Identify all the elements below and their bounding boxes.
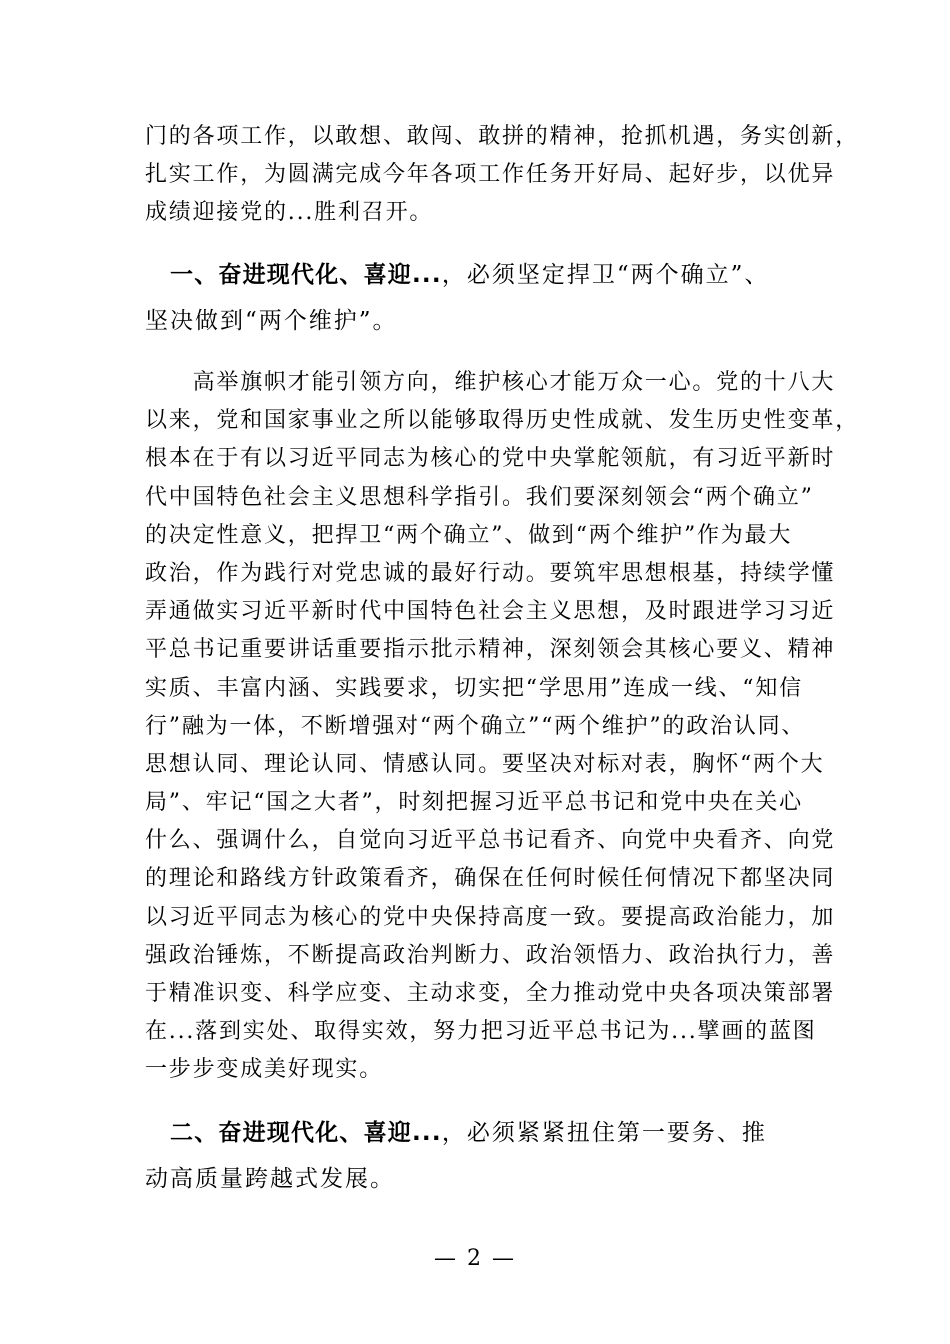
text-line: 以来，党和国家事业之所以能够取得历史性成就、发生历史性变革， bbox=[145, 408, 860, 434]
text-line: 的理论和路线方针政策看齐，确保在任何时候任何情况下都坚决同 bbox=[145, 866, 836, 892]
intro-paragraph bbox=[145, 118, 860, 232]
text-line: 以习近平同志为核心的党中央保持高度一致。要提高政治能力，加 bbox=[145, 904, 836, 930]
page-number: — 2 — bbox=[434, 1246, 516, 1271]
text-line: 弄通做实习近平新时代中国特色社会主义思想，及时跟进学习习近 bbox=[145, 599, 836, 625]
heading-line bbox=[145, 1110, 825, 1156]
text-line: 平总书记重要讲话重要指示批示精神，深刻领会其核心要义、精神 bbox=[145, 637, 836, 663]
heading-line bbox=[145, 252, 825, 298]
text-line: 强政治锤炼，不断提高政治判断力、政治领悟力、政治执行力，善 bbox=[145, 942, 836, 968]
text-line: 代中国特色社会主义思想科学指引。我们要深刻领会“两个确立” bbox=[145, 484, 814, 510]
heading-rest-text: ，必须紧紧扭住第一要务、推 bbox=[441, 1119, 767, 1146]
section-1-heading bbox=[145, 252, 825, 344]
text-line: 扎实工作，为圆满完成今年各项工作任务开好局、起好步，以优异 bbox=[145, 162, 836, 187]
heading-line: 动高质量跨越式发展。 bbox=[145, 1165, 395, 1192]
text-line: 思想认同、理论认同、情感认同。要坚决对标对表，胸怀“两个大 bbox=[145, 751, 825, 777]
heading-rest-text: ，必须坚定捍卫“两个确立”、 bbox=[441, 262, 770, 288]
text-line: 政治，作为践行对党忠诚的最好行动。要筑牢思想根基，持续学懂 bbox=[145, 560, 836, 586]
text-line: 高举旗帜才能引领方向，维护核心才能万众一心。党的十八大 bbox=[145, 370, 836, 395]
section-1-body bbox=[145, 364, 860, 1090]
text-line: 根本在于有以习近平同志为核心的党中央掌舵领航，有习近平新时 bbox=[145, 446, 836, 472]
text-line: 局”、牢记“国之大者”，时刻把握习近平总书记和党中央在关心 bbox=[145, 790, 803, 816]
heading-line: 坚决做到“两个维护”。 bbox=[145, 308, 398, 334]
heading-bold-text: 一、奋进现代化、喜迎... bbox=[170, 262, 442, 288]
text-line: 于精准识变、科学应变、主动求变，全力推动党中央各项决策部署 bbox=[145, 981, 836, 1006]
text-line: 成绩迎接党的...胜利召开。 bbox=[145, 200, 434, 225]
section-2-heading bbox=[145, 1110, 825, 1202]
text-line: 行”融为一体，不断增强对“两个确立”“两个维护”的政治认同、 bbox=[145, 713, 806, 739]
document-page bbox=[145, 118, 860, 1222]
text-line: 的决定性意义，把捍卫“两个确立”、做到“两个维护”作为最大 bbox=[145, 522, 793, 548]
text-line: 什么、强调什么，自觉向习近平总书记看齐、向党中央看齐、向党 bbox=[145, 828, 836, 854]
text-line: 一步步变成美好现实。 bbox=[145, 1057, 384, 1083]
heading-bold-text: 二、奋进现代化、喜迎... bbox=[170, 1119, 442, 1146]
text-line: 实质、丰富内涵、实践要求，切实把“学思用”连成一线、“知信 bbox=[145, 675, 803, 701]
text-line: 在...落到实处、取得实效，努力把习近平总书记为...擘画的蓝图 bbox=[145, 1019, 817, 1045]
text-line: 门的各项工作，以敢想、敢闯、敢拼的精神，抢抓机遇，务实创新， bbox=[145, 124, 860, 149]
